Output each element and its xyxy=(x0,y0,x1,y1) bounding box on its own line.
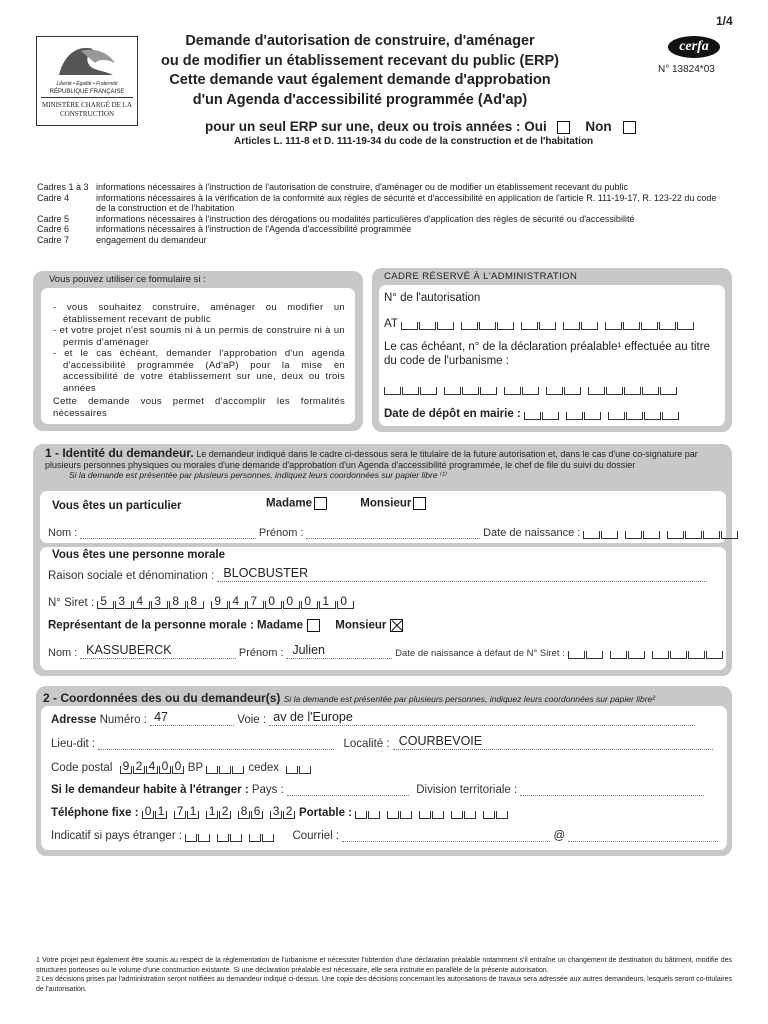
digit-cell xyxy=(652,651,669,659)
digit-cell xyxy=(721,531,738,539)
digit-cell xyxy=(368,811,380,819)
date-naissance-field[interactable] xyxy=(583,525,739,539)
digit-cell xyxy=(238,804,250,819)
digit-cell xyxy=(206,766,218,774)
digit-cell xyxy=(584,412,601,420)
digit-cell xyxy=(479,322,496,330)
division-input[interactable] xyxy=(520,783,704,796)
cedex-field[interactable] xyxy=(286,760,312,774)
voie-label: Voie : xyxy=(237,714,267,726)
bp-label: BP xyxy=(187,762,203,774)
digit-value: 3 xyxy=(154,594,162,608)
digit-cell xyxy=(187,804,199,819)
cadre-row xyxy=(37,182,727,193)
digit-value: 2 xyxy=(221,804,229,818)
rep-monsieur-label: Monsieur xyxy=(335,619,387,632)
section1-header xyxy=(45,448,727,481)
rep-prenom-input[interactable] xyxy=(286,643,392,659)
digit-cell xyxy=(588,387,605,395)
digit-value: 4 xyxy=(232,594,240,608)
digit-cell xyxy=(504,387,521,395)
rep-prenom-label: Prénom : xyxy=(238,647,284,659)
pays-label: Pays : xyxy=(251,784,284,796)
at-label: AT xyxy=(384,318,398,330)
cadre-text: informations nécessaires à l'instruction de l'Agenda d'accessibilité programmée xyxy=(96,224,412,234)
usage-item: - et le cas échéant, demander l'approbation d'un agenda d'accessibilité programmée (Ad'aP) pour la mise en accessibilité de votre établissement sur une, deux ou trois années xyxy=(53,348,346,394)
madame-checkbox[interactable] xyxy=(314,497,327,510)
articles: Articles L. 111-8 et D. 111-19-34 du code de la construction et de l'habitation xyxy=(234,136,594,147)
digit-value: 0 xyxy=(174,759,182,773)
usage-item-text: et le cas échéant, demander l'approbation d'un agenda d'accessibilité programmée (Ad'aP) pour la mise en accessibilité de votre établissement sur une, deux ou trois années xyxy=(63,348,346,394)
rep-prenom-value: Julien xyxy=(292,643,325,657)
digit-cell xyxy=(706,651,723,659)
digit-value: 6 xyxy=(253,804,261,818)
cadres-list xyxy=(37,182,727,245)
digit-cell xyxy=(451,811,463,819)
particulier-text: Vous êtes un particulier xyxy=(52,500,182,512)
lieu-dit-label: Lieu-dit : xyxy=(51,738,96,750)
lieu-row xyxy=(51,734,713,750)
indicatif-row xyxy=(51,828,718,842)
digit-cell xyxy=(286,766,298,774)
civilite-row xyxy=(266,497,426,510)
digit-cell xyxy=(133,759,145,774)
digit-value: 4 xyxy=(148,759,156,773)
digit-cell xyxy=(198,834,210,842)
marianne-logo xyxy=(36,36,138,126)
digit-cell xyxy=(401,322,418,330)
digit-cell xyxy=(659,322,676,330)
section2-panel xyxy=(36,686,732,856)
digit-value: 9 xyxy=(122,759,130,773)
admin-panel xyxy=(372,268,732,432)
voie-input[interactable] xyxy=(269,710,695,726)
digit-cell xyxy=(461,322,478,330)
digit-cell xyxy=(187,594,204,609)
localite-label: Localité : xyxy=(343,738,390,750)
digit-value: 1 xyxy=(189,804,197,818)
num-auth-label: N° de l'autorisation xyxy=(384,292,481,304)
digit-cell xyxy=(660,387,677,395)
digit-cell xyxy=(586,651,603,659)
digit-cell xyxy=(608,412,625,420)
usage-panel xyxy=(33,271,363,431)
rep-nom-input[interactable] xyxy=(80,643,236,659)
cadre-row xyxy=(37,214,727,225)
raison-input[interactable] xyxy=(217,566,707,582)
section1-title: 1 - Identité du demandeur. xyxy=(45,446,194,460)
cerfa-number: N° 13824*03 xyxy=(658,64,715,75)
depot-label: Date de dépôt en mairie : xyxy=(384,408,521,420)
depot-field[interactable] xyxy=(524,406,680,420)
erp-question xyxy=(205,119,636,134)
digit-value: 2 xyxy=(285,804,293,818)
digit-cell xyxy=(402,387,419,395)
cadre-text: informations nécessaires à l'instruction des dérogations ou modalités particulières d'application des règles de sécurité ou d'accessibilité xyxy=(96,213,635,224)
digit-cell xyxy=(432,811,444,819)
digit-cell xyxy=(219,766,231,774)
digit-value: 0 xyxy=(144,804,152,818)
footnotes xyxy=(36,956,732,994)
digit-cell xyxy=(601,531,618,539)
cp-row xyxy=(51,760,312,774)
adresse-row xyxy=(51,710,695,726)
cadre-text: engagement du demandeur xyxy=(96,234,207,245)
erp-question-text: pour un seul ERP sur une, deux ou trois années : Oui xyxy=(205,119,547,134)
digit-cell xyxy=(667,531,684,539)
cedex-label: cedex xyxy=(248,762,280,774)
usage-item-text: vous souhaitez construire, aménager ou modifier un établissement recevant de public xyxy=(63,302,345,325)
cp-field[interactable] xyxy=(120,760,185,774)
bp-field[interactable] xyxy=(206,760,245,774)
digit-cell xyxy=(319,594,336,609)
digit-value: 0 xyxy=(286,594,294,608)
representant-label: Représentant de la personne morale : xyxy=(48,619,254,632)
digit-value: 1 xyxy=(322,594,330,608)
digit-cell xyxy=(169,594,186,609)
marianne-republic: RÉPUBLIQUE FRANÇAISE xyxy=(49,89,125,95)
rep-date-field[interactable] xyxy=(568,645,724,659)
monsieur-checkbox[interactable] xyxy=(413,497,426,510)
representant-row xyxy=(48,619,403,632)
declaration-field[interactable] xyxy=(384,377,678,395)
siret-label: N° Siret : xyxy=(48,597,95,609)
digit-cell xyxy=(568,651,585,659)
digit-cell xyxy=(644,412,661,420)
digit-cell xyxy=(270,804,282,819)
digit-cell xyxy=(626,412,643,420)
digit-cell xyxy=(265,594,282,609)
digit-value: 0 xyxy=(161,759,169,773)
cerfa-logo: cerfa xyxy=(668,36,720,58)
digit-cell xyxy=(230,834,242,842)
digit-cell xyxy=(115,594,132,609)
depot-row xyxy=(384,406,680,420)
digit-value: 8 xyxy=(172,594,180,608)
indicatif-label: Indicatif si pays étranger : xyxy=(51,830,183,842)
digit-cell xyxy=(610,651,627,659)
digit-cell xyxy=(583,531,600,539)
digit-cell xyxy=(524,412,541,420)
digit-cell xyxy=(483,811,495,819)
digit-cell xyxy=(563,322,580,330)
section1-panel xyxy=(33,444,732,676)
digit-cell xyxy=(677,322,694,330)
admin-title: CADRE RÉSERVÉ À L'ADMINISTRATION xyxy=(384,271,578,282)
madame-label: Madame xyxy=(266,497,313,510)
digit-cell xyxy=(419,811,431,819)
digit-cell xyxy=(522,387,539,395)
digit-cell xyxy=(251,804,263,819)
digit-cell xyxy=(232,766,244,774)
digit-cell xyxy=(566,412,583,420)
rep-date-label: Date de naissance à défaut de N° Siret : xyxy=(395,648,565,659)
digit-cell xyxy=(155,804,167,819)
nom-input[interactable] xyxy=(80,526,256,539)
digit-value: 8 xyxy=(190,594,198,608)
at-field[interactable] xyxy=(401,316,695,330)
rep-fields xyxy=(48,645,724,659)
section2-note: Si la demande est présentée par plusieurs personnes, indiquez leurs coordonnées sur papier libre² xyxy=(283,694,656,704)
digit-value: 4 xyxy=(136,594,144,608)
digit-cell xyxy=(625,531,642,539)
raison-row xyxy=(48,566,707,582)
digit-cell xyxy=(605,322,622,330)
rep-madame-label: Madame xyxy=(257,619,304,632)
digit-cell xyxy=(643,531,660,539)
digit-cell xyxy=(247,594,264,609)
title-line2: ou de modifier un établissement recevant du public (ERP) xyxy=(160,52,559,69)
digit-cell xyxy=(219,804,231,819)
localite-value: COURBEVOIE xyxy=(398,734,483,748)
title-line4: d'un Agenda d'accessibilité programmée (Ad'ap) xyxy=(192,91,528,108)
digit-cell xyxy=(624,387,641,395)
courriel-label: Courriel : xyxy=(292,830,340,842)
cadre-row xyxy=(37,193,727,214)
usage-footer: Cette demande vous permet d'accomplir les formalités nécessaires xyxy=(53,396,345,419)
numero-value: 47 xyxy=(154,710,168,724)
digit-cell xyxy=(301,594,318,609)
digit-cell xyxy=(355,811,367,819)
prenom-input[interactable] xyxy=(306,526,480,539)
digit-cell xyxy=(521,322,538,330)
siret-field[interactable] xyxy=(97,595,355,609)
lieu-dit-input[interactable] xyxy=(98,737,334,750)
digit-cell xyxy=(688,651,705,659)
cadre-label: Cadre 5 xyxy=(37,213,70,224)
tel-row xyxy=(51,805,509,819)
non-checkbox[interactable] xyxy=(623,121,636,134)
digit-value: 3 xyxy=(272,804,280,818)
digit-cell xyxy=(670,651,687,659)
digit-cell xyxy=(185,834,197,842)
digit-cell xyxy=(623,322,640,330)
digit-value: 8 xyxy=(240,804,248,818)
digit-cell xyxy=(146,759,158,774)
digit-cell xyxy=(211,594,228,609)
marianne-motto: Liberté • Égalité • Fraternité xyxy=(56,81,118,87)
digit-cell xyxy=(628,651,645,659)
digit-cell xyxy=(384,387,401,395)
digit-cell xyxy=(120,759,132,774)
digit-cell xyxy=(97,594,114,609)
digit-value: 1 xyxy=(157,804,165,818)
digit-cell xyxy=(172,759,184,774)
digit-cell xyxy=(662,412,679,420)
digit-cell xyxy=(262,834,274,842)
title-line1: Demande d'autorisation de construire, d'aménager xyxy=(185,33,535,49)
monsieur-label: Monsieur xyxy=(360,497,412,510)
digit-cell xyxy=(542,412,559,420)
cp-label: Code postal xyxy=(51,762,113,774)
digit-value: 2 xyxy=(135,759,143,773)
digit-value: 3 xyxy=(118,594,126,608)
digit-cell xyxy=(685,531,702,539)
digit-cell xyxy=(249,834,261,842)
divider xyxy=(41,97,133,98)
digit-cell xyxy=(142,804,154,819)
digit-cell xyxy=(564,387,581,395)
digit-cell xyxy=(546,387,563,395)
rep-nom-value: KASSUBERCK xyxy=(86,643,172,657)
admin-box xyxy=(379,285,725,426)
digit-cell xyxy=(703,531,720,539)
digit-value: 0 xyxy=(304,594,312,608)
digit-cell xyxy=(229,594,246,609)
morale-title: Vous êtes une personne morale xyxy=(52,549,225,561)
digit-value: 9 xyxy=(214,594,222,608)
marianne-icon xyxy=(51,41,123,79)
form-title xyxy=(150,32,570,110)
digit-cell xyxy=(480,387,497,395)
indicatif-field[interactable] xyxy=(185,828,275,842)
digit-cell xyxy=(419,322,436,330)
digit-cell xyxy=(337,594,354,609)
cadre-text: informations nécessaires à la vérification de la conformité aux règles de sécurité et d'accessibilité en application de l'article R. 111-19-17, R. 123-22 du code de la construction et de l'habitation xyxy=(96,192,717,213)
section2-title: 2 - Coordonnées des ou du demandeur(s) xyxy=(43,691,281,705)
rep-monsieur-checkbox[interactable] xyxy=(390,619,403,632)
digit-cell xyxy=(206,804,218,819)
cadre-row xyxy=(37,224,727,235)
division-label: Division territoriale : xyxy=(416,784,518,796)
etranger-row xyxy=(51,783,704,796)
rep-nom-label: Nom : xyxy=(48,647,78,659)
numero-label: Numéro : xyxy=(99,714,147,726)
footnote-1: 1 Votre projet peut également être soumis au respect de la réglementation de l'urbanisme et nécessiter l'obtention d'une déclaration préalable notamment s'il entraîne un changement de destination du bâtiment, modifie des structures porteuses ou le volume d'une construction existante. Si une déclaration préalable est nécessaire, elle sera instruite en parallèle de la présente autorisation. xyxy=(36,957,732,974)
digit-cell xyxy=(387,811,399,819)
digit-value: 1 xyxy=(208,804,216,818)
section2-header xyxy=(43,691,655,705)
ministry: MINISTÈRE CHARGÉ DE LA CONSTRUCTION xyxy=(41,101,133,118)
at-sign: @ xyxy=(553,830,566,842)
digit-cell xyxy=(151,594,168,609)
rep-madame-checkbox[interactable] xyxy=(307,619,320,632)
raison-label: Raison sociale et dénomination : xyxy=(48,570,215,582)
usage-item-text: et votre projet n'est soumis ni à un permis de construire ni à un permis d'aménager xyxy=(59,325,345,348)
date-naissance-label: Date de naissance : xyxy=(483,527,581,539)
portable-field[interactable] xyxy=(355,805,509,819)
numero-input[interactable] xyxy=(150,710,234,726)
digit-cell xyxy=(606,387,623,395)
digit-cell xyxy=(642,387,659,395)
portable-label: Portable : xyxy=(298,807,352,819)
morale-box xyxy=(40,547,726,670)
usage-item: - et votre projet n'est soumis ni à un permis de construire ni à un permis d'aménager xyxy=(53,325,345,348)
digit-cell xyxy=(539,322,556,330)
courriel-domain-input[interactable] xyxy=(568,829,718,842)
digit-value: 7 xyxy=(250,594,258,608)
raison-value: BLOCBUSTER xyxy=(223,566,309,580)
digit-value: 0 xyxy=(340,594,348,608)
digit-cell xyxy=(496,811,508,819)
localite-input[interactable] xyxy=(393,734,713,750)
digit-cell xyxy=(283,594,300,609)
digit-value: 0 xyxy=(268,594,276,608)
cadre-row xyxy=(37,235,727,246)
digit-cell xyxy=(283,804,295,819)
cadre-text: informations nécessaires à l'instruction de l'autorisation de construire, d'aménager ou de modifier un établissement recevant du public xyxy=(96,182,628,192)
digit-cell xyxy=(400,811,412,819)
siret-row xyxy=(48,595,355,609)
at-row xyxy=(384,316,695,330)
pays-input[interactable] xyxy=(287,783,409,796)
digit-cell xyxy=(133,594,150,609)
usage-title: Vous pouvez utiliser ce formulaire si : xyxy=(49,274,206,285)
tel-field[interactable] xyxy=(142,805,296,819)
declaration-label: Le cas échéant, n° de la déclaration préalable¹ effectuée au titre du code de l'urbanisme : xyxy=(384,341,710,367)
title-line3: Cette demande vaut également demande d'approbation xyxy=(169,72,551,88)
usage-box xyxy=(41,288,355,424)
digit-cell xyxy=(497,322,514,330)
page-number: 1/4 xyxy=(716,14,733,28)
digit-value: 7 xyxy=(176,804,184,818)
digit-cell xyxy=(444,387,461,395)
particulier-box xyxy=(40,491,726,543)
digit-cell xyxy=(217,834,229,842)
cadre-label: Cadre 7 xyxy=(37,234,70,245)
section1-desc: Le demandeur indiqué dans le cadre ci-dessous sera le titulaire de la future autorisation et, dans le cas d'une co-signature par plusieurs personnes physiques ou morales d'une demande d'approbation d'un Agenda d'accessibilité programmée, le chef de file du suivi du dossier xyxy=(45,449,698,470)
oui-checkbox[interactable] xyxy=(557,121,570,134)
digit-cell xyxy=(299,766,311,774)
digit-cell xyxy=(641,322,658,330)
particulier-fields xyxy=(48,525,739,539)
digit-cell xyxy=(464,811,476,819)
digit-cell xyxy=(420,387,437,395)
cadre-label: Cadre 4 xyxy=(37,192,70,203)
voie-value: av de l'Europe xyxy=(273,710,353,724)
usage-list xyxy=(53,302,345,419)
section1-note: Si la demande est présentée par plusieurs personnes, indiquez leurs coordonnées sur papier libre ⁽¹⁾ xyxy=(69,470,447,480)
usage-item: - vous souhaitez construire, aménager ou modifier un établissement recevant de public xyxy=(53,302,345,325)
digit-cell xyxy=(581,322,598,330)
digit-cell xyxy=(437,322,454,330)
digit-value: 5 xyxy=(100,594,108,608)
nom-label: Nom : xyxy=(48,527,78,539)
tel-label: Téléphone fixe : xyxy=(51,807,139,819)
etranger-label: Si le demandeur habite à l'étranger : xyxy=(51,784,249,796)
digit-cell xyxy=(159,759,171,774)
section2-box xyxy=(41,706,727,850)
digit-cell xyxy=(462,387,479,395)
adresse-label: Adresse xyxy=(51,714,97,726)
non-label: Non xyxy=(585,119,612,134)
particulier-label xyxy=(52,500,182,512)
cadre-label: Cadre 6 xyxy=(37,224,70,234)
digit-cell xyxy=(174,804,186,819)
footnote-2: 2 Les décisions prises par l'administration seront notifiées au demandeur indiqué ci-dessus. Une copie des décisions concernant les autorisations de travaux sera adressée aux autres demandeurs, lesquels seront co-titulaires de l'autorisation. xyxy=(36,976,732,993)
courriel-user-input[interactable] xyxy=(342,829,550,842)
prenom-label: Prénom : xyxy=(258,527,304,539)
cadre-label: Cadres 1 à 3 xyxy=(37,182,89,192)
